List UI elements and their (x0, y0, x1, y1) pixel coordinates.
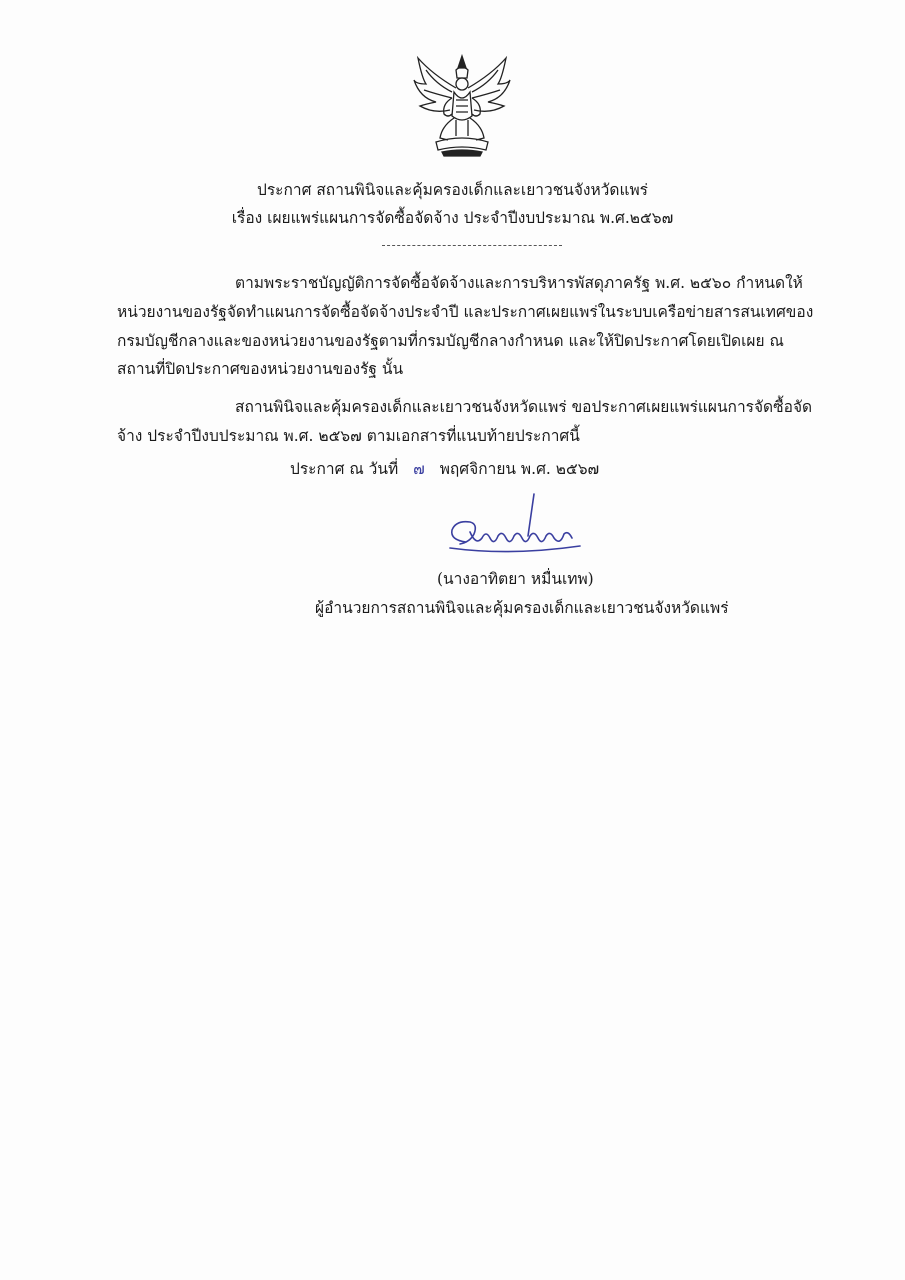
paragraph1-line: หน่วยงานของรัฐจัดทำแผนการจัดซื้อจัดจ้างประจำปี และประกาศเผยแพร่ในระบบเครือข่ายสารสนเทศของ (117, 303, 814, 321)
announcement-title: ประกาศ สถานพินิจและคุ้มครองเด็กและเยาวชนจังหวัดแพร่ (257, 181, 648, 199)
paragraph2-line: สถานพินิจและคุ้มครองเด็กและเยาวชนจังหวัดแพร่ ขอประกาศเผยแพร่แผนการจัดซื้อจัด (235, 398, 813, 416)
announcement-date (290, 457, 599, 481)
date-prefix: ประกาศ ณ วันที่ (290, 460, 399, 478)
date-month-year: พฤศจิกายน พ.ศ. ๒๕๖๗ (439, 460, 600, 478)
date-day: ๗ (413, 460, 425, 478)
garuda-emblem-icon (412, 54, 512, 158)
announcement-subject: เรื่อง เผยแพร่แผนการจัดซื้อจัดจ้าง ประจำปีงบประมาณ พ.ศ.๒๕๖๗ (231, 209, 674, 227)
handwritten-signature (430, 490, 590, 570)
paragraph1-line: ตามพระราชบัญญัติการจัดซื้อจัดจ้างและการบริหารพัสดุภาครัฐ พ.ศ. ๒๕๖๐ กำหนดให้ (235, 274, 803, 292)
signer-name: (นางอาทิตยา หมื่นเทพ) (437, 570, 594, 588)
paragraph1-line: กรมบัญชีกลางและของหน่วยงานของรัฐตามที่กรมบัญชีกลางกำหนด และให้ปิดประกาศโดยเปิดเผย ณ (117, 332, 784, 350)
paragraph1-line: สถานที่ปิดประกาศของหน่วยงานของรัฐ นั้น (117, 360, 404, 378)
signer-position: ผู้อำนวยการสถานพินิจและคุ้มครองเด็กและเยาวชนจังหวัดแพร่ (315, 599, 729, 617)
paragraph2-line: จ้าง ประจำปีงบประมาณ พ.ศ. ๒๕๖๗ ตามเอกสารที่แนบท้ายประกาศนี้ (117, 427, 580, 445)
title-divider (382, 245, 562, 246)
